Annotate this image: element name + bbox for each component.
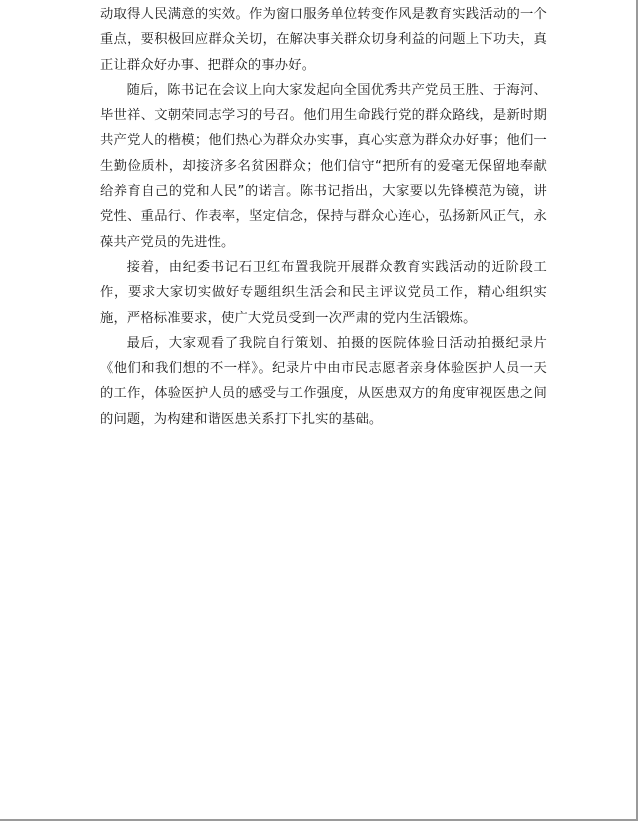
paragraph-work-arrangement: 接着，由纪委书记石卫红布置我院开展群众教育实践活动的近阶段工作，要求大家切实做好专题组织生活会和民主评议党员工作，精心组织实施，严格标准要求，使广大党员受到一次严肃的党内生活锻炼。 <box>100 259 547 326</box>
paragraph-documentary: 最后，大家观看了我院自行策划、拍摄的医院体验日活动拍摄纪录片《他们和我们想的不一样》。纪录片中由市民志愿者亲身体验医护人员一天的工作，体验医护人员的感受与工作强度，从医患双方的角度审视医患之间的问题，为构建和谐医患关系打下扎实的基础。 <box>100 335 547 427</box>
paragraph-call-to-learn: 随后，陈书记在会议上向大家发起向全国优秀共产党员王胜、于海河、毕世祥、文朝荣同志学习的号召。他们用生命践行党的群众路线，是新时期共产党人的楷模；他们热心为群众办实事，真心实意为群众办好事；他们一生勤俭质朴，却接济多名贫困群众；他们信守“把所有的爱毫无保留地奉献给养育自己的党和人民”的诺言。陈书记指出，大家要以先锋模范为镜，讲党性、重品行、作表率，坚定信念，保持与群众心连心，弘扬新风正气，永葆共产党员的先进性。 <box>100 82 547 250</box>
paragraph-continuation: 动取得人民满意的实效。作为窗口服务单位转变作风是教育实践活动的一个重点，要积极回应群众关切，在解决事关群众切身利益的问题上下功夫，真正让群众好办事、把群众的事办好。 <box>100 7 547 73</box>
document-body <box>100 2 547 432</box>
